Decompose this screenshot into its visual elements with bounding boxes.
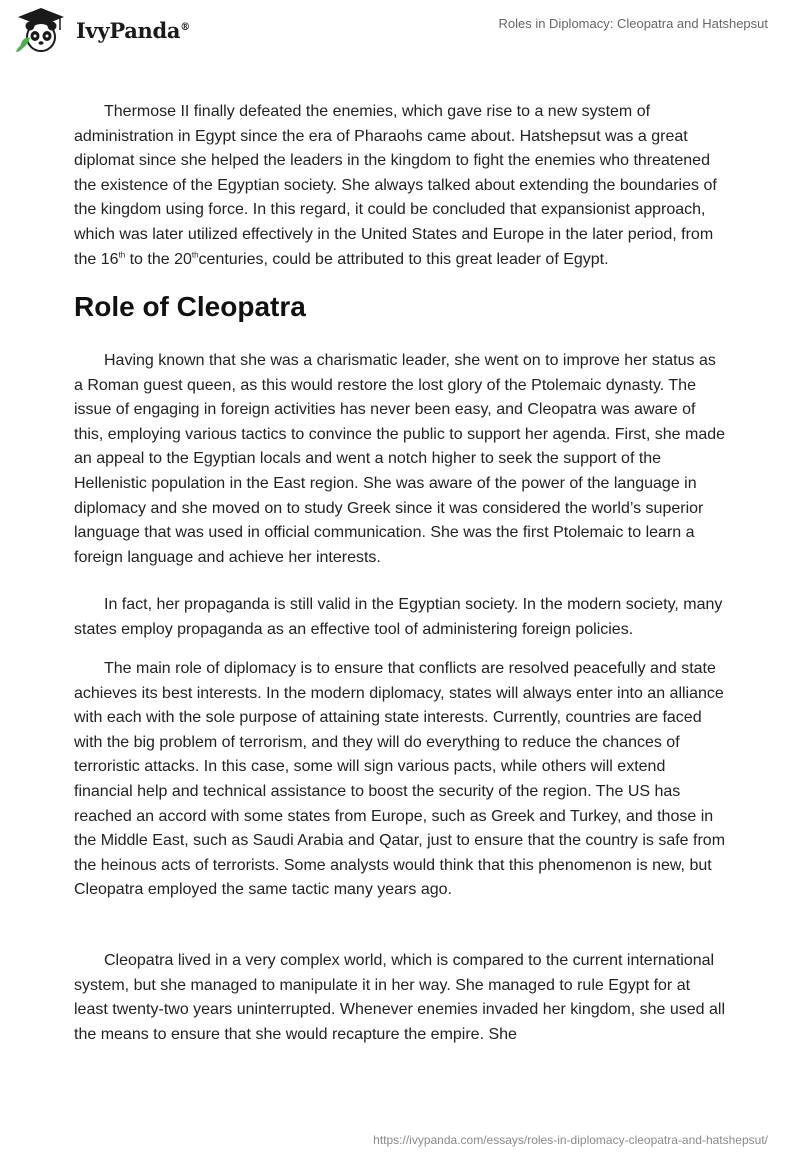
paragraph-5: Cleopatra lived in a very complex world, which is compared to the current international system, but she managed to manipulate it in her way. She managed to rule Egypt for at least twenty-two years uninterrupted. Whenever enemies invaded her kingdom, she used all the means to ensure that she would recapture the empire. She xyxy=(74,952,726,1043)
paragraph-2: Having known that she was a charismatic leader, she went on to improve her status as a Roman guest queen, as this would restore the lost glory of the Ptolemaic dynasty. The issue of engaging in foreign activities has never been easy, and Cleopatra was aware of this, employing various tactics to convince the public to support her agenda. First, she made an appeal to the Egyptian locals and went a notch higher to seek the support of the Hellenistic population in the East region. She was aware of the power of the language in diplomacy and she moved on to study Greek since it was considered the world’s superior language that was used in official communication. She was the first Ptolemaic to learn a foreign language and achieve her interests. xyxy=(74,352,726,566)
page-header xyxy=(0,0,800,60)
ivypanda-logo[interactable] xyxy=(14,6,194,54)
paragraph-1: Thermose II finally defeated the enemies, which gave rise to a new system of administration in Egypt since the era of Pharaohs came about. Hatshepsut was a great diplomat since she helped the leaders in the kingdom to fight the enemies who threatened the existence of the Egyptian society. She always talked about extending the boundaries of the kingdom using force. In this regard, it could be concluded that expansionist approach, which was later utilized effectively in the United States and Europe in the later period, from the 16th to the 20thcenturies, could be attributed to this great leader of Egypt. xyxy=(74,103,717,268)
paragraph-4: The main role of diplomacy is to ensure that conflicts are resolved peacefully and state achieves its best interests. In the modern diplomacy, states will always enter into an alliance with each with the sole purpose of attaining state interests. Currently, countries are faced with the big problem of terrorism, and they will do everything to reduce the chances of terroristic attacks. In this case, some will sign various pacts, while others will extend financial help and technical assistance to boost the security of the region. The US has reached an accord with some states from Europe, such as Greek and Turkey, and those in the Middle East, such as Saudi Arabia and Qatar, just to ensure that the country is safe from the heinous acts of terrorists. Some analysts would think that this phenomenon is new, but Cleopatra employed the same tactic many years ago. xyxy=(74,660,726,899)
source-url[interactable]: https://ivypanda.com/essays/roles-in-diplomacy-cleopatra-and-hatshepsut/ xyxy=(373,1133,768,1147)
panda-graduate-icon xyxy=(14,6,68,54)
brand-name: IvyPanda® xyxy=(76,17,190,43)
paragraph-3: In fact, her propaganda is still valid in the Egyptian society. In the modern society, many states employ propaganda as an effective tool of administering foreign policies. xyxy=(74,596,723,638)
document-title: Roles in Diplomacy: Cleopatra and Hatshepsut xyxy=(498,16,768,31)
section-heading: Role of Cleopatra xyxy=(74,291,306,322)
